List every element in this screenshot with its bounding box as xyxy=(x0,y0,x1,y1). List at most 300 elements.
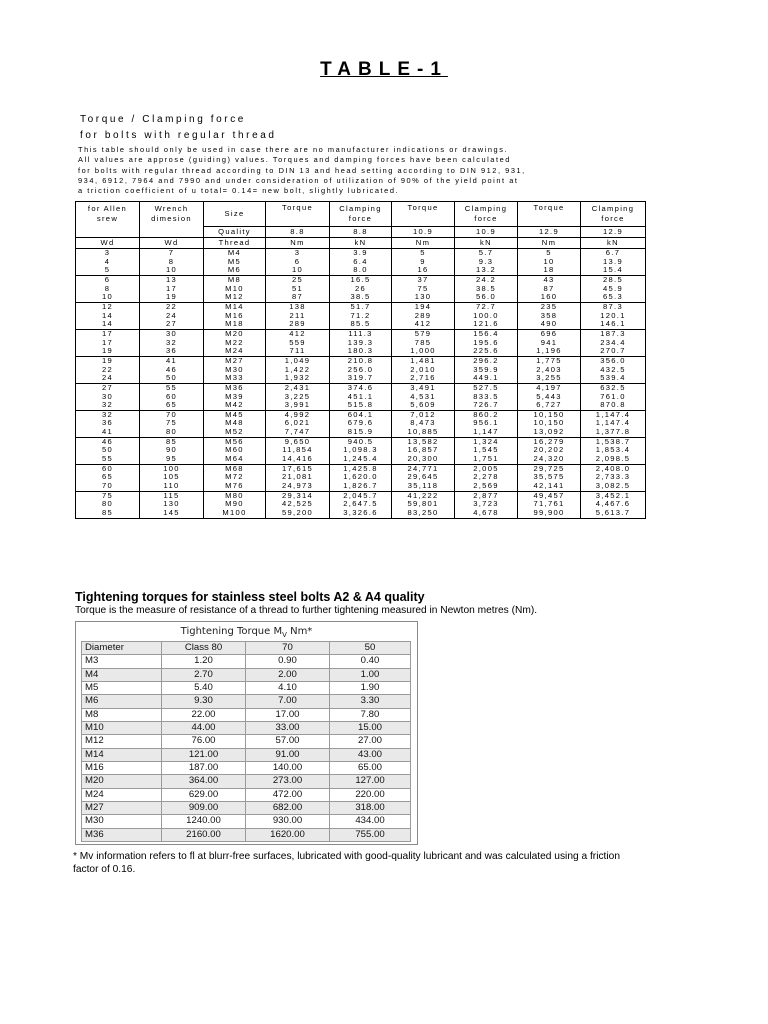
table-cell: 11,854 xyxy=(266,446,330,455)
subtitle-line-2: for bolts with regular thread xyxy=(80,130,277,141)
table-cell: 10 xyxy=(266,266,330,275)
table-cell: M20 xyxy=(82,775,162,788)
table-cell: 3 xyxy=(266,249,330,258)
header-unit: Nm xyxy=(518,238,581,249)
table-cell: 8 xyxy=(76,285,140,294)
table-cell: 1,422 xyxy=(266,366,330,375)
table-cell: 71.2 xyxy=(330,312,392,321)
table-cell: 1,324 xyxy=(455,437,518,446)
table-row xyxy=(76,339,646,348)
section-heading: Tightening torques for stainless steel bolts A2 & A4 quality xyxy=(75,590,425,604)
table-cell: 35,118 xyxy=(392,482,455,491)
table-row xyxy=(82,815,411,828)
table-cell: 10 xyxy=(140,266,204,275)
table-cell: 59,801 xyxy=(392,500,455,509)
table-cell: 42,141 xyxy=(518,482,581,491)
table-cell: 359.9 xyxy=(455,366,518,375)
table-cell: 1,000 xyxy=(392,347,455,356)
table-cell: 4,992 xyxy=(266,410,330,419)
table-cell: 8 xyxy=(140,258,204,267)
table-cell: 1,098.3 xyxy=(330,446,392,455)
title-unit: Nm* xyxy=(286,626,313,637)
table-row xyxy=(76,258,646,267)
table-row xyxy=(76,293,646,302)
table-row xyxy=(82,722,411,735)
table-cell: 36 xyxy=(76,419,140,428)
table-cell: 33.00 xyxy=(246,722,330,735)
table-cell: 14 xyxy=(76,312,140,321)
table-cell: 65 xyxy=(76,473,140,482)
header-unit: kN xyxy=(581,238,646,249)
table-cell: 2,716 xyxy=(392,374,455,383)
table-cell: 28.5 xyxy=(581,275,646,284)
table-cell: 51 xyxy=(266,285,330,294)
stainless-torque-table-image xyxy=(75,621,418,845)
table-cell: 1,049 xyxy=(266,356,330,365)
table-cell: 956.1 xyxy=(455,419,518,428)
table-cell: 726.7 xyxy=(455,401,518,410)
table-cell: 815.9 xyxy=(330,428,392,437)
table-cell: 49,457 xyxy=(518,491,581,500)
table-cell: 120.1 xyxy=(581,312,646,321)
table-cell: 1,147 xyxy=(455,428,518,437)
table-cell: 1,826.7 xyxy=(330,482,392,491)
table-cell: 432.5 xyxy=(581,366,646,375)
table-cell: 9.3 xyxy=(455,258,518,267)
table-cell: 24 xyxy=(140,312,204,321)
table-row xyxy=(82,708,411,721)
table-cell: 43 xyxy=(518,275,581,284)
table-row xyxy=(82,828,411,841)
table-cell: 2160.00 xyxy=(162,828,246,841)
table-cell: 17 xyxy=(76,329,140,338)
table-cell: 1,147.4 xyxy=(581,410,646,419)
table-cell: M36 xyxy=(82,828,162,841)
table-cell: 3,491 xyxy=(392,383,455,392)
table-cell: 3,082.5 xyxy=(581,482,646,491)
table-row xyxy=(76,401,646,410)
table-cell: 24 xyxy=(76,374,140,383)
table-cell: 1,751 xyxy=(455,455,518,464)
table-cell: 50 xyxy=(140,374,204,383)
table-cell: M14 xyxy=(204,302,266,311)
table-cell: 1,147.4 xyxy=(581,419,646,428)
table-cell: 6.7 xyxy=(581,249,646,258)
table-cell: 110 xyxy=(140,482,204,491)
table-cell: 85.5 xyxy=(330,320,392,329)
table-cell: 296.2 xyxy=(455,356,518,365)
table-cell: 9.30 xyxy=(162,695,246,708)
table-cell: 3 xyxy=(76,249,140,258)
table-cell: 75 xyxy=(140,419,204,428)
table-cell: 46 xyxy=(140,366,204,375)
table-cell: 2,010 xyxy=(392,366,455,375)
table-cell: 289 xyxy=(392,312,455,321)
table-cell: 527.5 xyxy=(455,383,518,392)
table-cell: 19 xyxy=(140,293,204,302)
table-cell: 5 xyxy=(518,249,581,258)
table-cell: M64 xyxy=(204,455,266,464)
table-row xyxy=(76,482,646,491)
table-row xyxy=(82,695,411,708)
table-cell: 72.7 xyxy=(455,302,518,311)
table-cell: 9 xyxy=(392,258,455,267)
table-cell: 87.3 xyxy=(581,302,646,311)
header-clamping: Clamping force xyxy=(455,202,518,227)
table-cell: 43.00 xyxy=(330,748,411,761)
header-quality-value: 8.8 xyxy=(266,227,330,238)
table-cell: 5 xyxy=(76,266,140,275)
table-row xyxy=(82,682,411,695)
table-cell: 41,222 xyxy=(392,491,455,500)
table-cell: 10,150 xyxy=(518,410,581,419)
table-cell: 71,761 xyxy=(518,500,581,509)
table-cell: 85 xyxy=(140,437,204,446)
table-cell: 9,650 xyxy=(266,437,330,446)
table-cell: M30 xyxy=(204,366,266,375)
table-cell: 5 xyxy=(392,249,455,258)
table-cell: 2,045.7 xyxy=(330,491,392,500)
table-cell: 319.7 xyxy=(330,374,392,383)
page-title: TABLE-1 xyxy=(320,59,448,80)
table-row xyxy=(76,446,646,455)
table-cell: 1,481 xyxy=(392,356,455,365)
table-cell: 13,582 xyxy=(392,437,455,446)
table-cell: 364.00 xyxy=(162,775,246,788)
table-cell: 145 xyxy=(140,509,204,518)
table-cell: 210.8 xyxy=(330,356,392,365)
table-cell: M18 xyxy=(204,320,266,329)
table-cell: 16,857 xyxy=(392,446,455,455)
table-cell: 2,408.0 xyxy=(581,464,646,473)
footnote: * Mv information refers to fl at blurr-free surfaces, lubricated with good-quality lubricant and was calculated using a friction factor of 0.16. xyxy=(73,851,620,875)
table-row xyxy=(82,655,411,668)
table-cell: M72 xyxy=(204,473,266,482)
table-row xyxy=(76,393,646,402)
table-cell: 18 xyxy=(518,266,581,275)
table-cell: 12 xyxy=(76,302,140,311)
table-cell: 2,278 xyxy=(455,473,518,482)
table-cell: M12 xyxy=(82,735,162,748)
table-cell: M30 xyxy=(82,815,162,828)
header-unit: Wd xyxy=(140,238,204,249)
table-row xyxy=(76,455,646,464)
section-description: Torque is the measure of resistance of a thread to further tightening measured in Newton metres (Nm). xyxy=(75,605,538,616)
table-row xyxy=(82,762,411,775)
table-cell: 2,647.5 xyxy=(330,500,392,509)
table-cell: 14,416 xyxy=(266,455,330,464)
column-header: Diameter xyxy=(82,642,162,655)
table-cell: 270.7 xyxy=(581,347,646,356)
table-cell: M16 xyxy=(204,312,266,321)
header-torque: Torque xyxy=(518,202,581,227)
notes-block xyxy=(78,145,526,196)
table-cell: 16.5 xyxy=(330,275,392,284)
stainless-table-title xyxy=(76,622,417,641)
header-torque: Torque xyxy=(266,202,330,227)
table-cell: 65.3 xyxy=(581,293,646,302)
table-cell: 5.40 xyxy=(162,682,246,695)
table-cell: 4 xyxy=(76,258,140,267)
table-cell: 38.5 xyxy=(330,293,392,302)
table-cell: 833.5 xyxy=(455,393,518,402)
table-row xyxy=(82,668,411,681)
table-cell: 761.0 xyxy=(581,393,646,402)
table-cell: M36 xyxy=(204,383,266,392)
table-cell: 14 xyxy=(76,320,140,329)
table-cell: 682.00 xyxy=(246,802,330,815)
table-cell: 2,877 xyxy=(455,491,518,500)
table-cell: 10,150 xyxy=(518,419,581,428)
table-cell: 256.0 xyxy=(330,366,392,375)
table-cell: 273.00 xyxy=(246,775,330,788)
header-unit: kN xyxy=(455,238,518,249)
table-cell: 940.5 xyxy=(330,437,392,446)
table-cell: 29,725 xyxy=(518,464,581,473)
table-cell: M12 xyxy=(204,293,266,302)
table-cell: 80 xyxy=(76,500,140,509)
table-cell: 318.00 xyxy=(330,802,411,815)
table-cell: 30 xyxy=(76,393,140,402)
table-cell: M20 xyxy=(204,329,266,338)
table-cell: M33 xyxy=(204,374,266,383)
table-cell: 235 xyxy=(518,302,581,311)
table-row xyxy=(76,428,646,437)
table-row xyxy=(82,735,411,748)
table-row xyxy=(76,312,646,321)
note-line: All values are approse (guiding) values. Torques and damping forces have been calculated xyxy=(78,155,511,165)
table-cell: 10,885 xyxy=(392,428,455,437)
table-cell: 100 xyxy=(140,464,204,473)
table-cell: 3,991 xyxy=(266,401,330,410)
table-cell: 579 xyxy=(392,329,455,338)
table-cell: 6 xyxy=(76,275,140,284)
title-text: Tightening Torque M xyxy=(180,626,283,637)
table-cell: 358 xyxy=(518,312,581,321)
table-cell: 909.00 xyxy=(162,802,246,815)
table-row xyxy=(76,500,646,509)
torque-table-body xyxy=(76,249,646,519)
table-cell: 180.3 xyxy=(330,347,392,356)
table-cell: 90 xyxy=(140,446,204,455)
table-cell: 19 xyxy=(76,356,140,365)
header-blank xyxy=(76,227,140,238)
table-cell: 515.8 xyxy=(330,401,392,410)
table-cell: 17.00 xyxy=(246,708,330,721)
table-cell: 3,255 xyxy=(518,374,581,383)
table-cell: 1,932 xyxy=(266,374,330,383)
table-row xyxy=(76,509,646,518)
table-cell: 44.00 xyxy=(162,722,246,735)
table-row xyxy=(76,410,646,419)
table-cell: 16 xyxy=(392,266,455,275)
table-cell: 56.0 xyxy=(455,293,518,302)
header-blank xyxy=(140,227,204,238)
table-cell: 412 xyxy=(266,329,330,338)
table-row xyxy=(76,347,646,356)
header-unit: Thread xyxy=(204,238,266,249)
table-cell: 15.00 xyxy=(330,722,411,735)
note-line: for bolts with regular thread according to DIN 13 and head setting according to DIN 912, 931, xyxy=(78,165,526,175)
table-cell: M8 xyxy=(82,708,162,721)
table-cell: 85 xyxy=(76,509,140,518)
table-cell: 50 xyxy=(76,446,140,455)
table-cell: 5,609 xyxy=(392,401,455,410)
table-cell: 195.6 xyxy=(455,339,518,348)
table-cell: 30 xyxy=(140,329,204,338)
table-cell: 99,900 xyxy=(518,509,581,518)
table-cell: 27 xyxy=(140,320,204,329)
table-cell: 130 xyxy=(140,500,204,509)
table-cell: 711 xyxy=(266,347,330,356)
note-line: This table should only be used in case there are no manufacturer indications or drawings. xyxy=(78,145,509,154)
table-cell: M39 xyxy=(204,393,266,402)
table-cell: 604.1 xyxy=(330,410,392,419)
table-cell: 20,202 xyxy=(518,446,581,455)
header-unit: Nm xyxy=(392,238,455,249)
table-cell: 27.00 xyxy=(330,735,411,748)
table-cell: 13.9 xyxy=(581,258,646,267)
table-cell: 2.00 xyxy=(246,668,330,681)
table-cell: 26 xyxy=(330,285,392,294)
table-cell: M6 xyxy=(204,266,266,275)
column-header: 50 xyxy=(330,642,411,655)
table-cell: 80 xyxy=(140,428,204,437)
header-torque: Torque xyxy=(392,202,455,227)
table-cell: 41 xyxy=(140,356,204,365)
table-row xyxy=(76,302,646,311)
table-cell: 234.4 xyxy=(581,339,646,348)
table-cell: 87 xyxy=(266,293,330,302)
table-cell: 2.70 xyxy=(162,668,246,681)
table-cell: M80 xyxy=(204,491,266,500)
table-cell: 1,620.0 xyxy=(330,473,392,482)
table-row xyxy=(82,802,411,815)
table-cell: 3.30 xyxy=(330,695,411,708)
table-cell: 3.9 xyxy=(330,249,392,258)
table-cell: 449.1 xyxy=(455,374,518,383)
table-cell: 19 xyxy=(76,347,140,356)
table-cell: 115 xyxy=(140,491,204,500)
table-cell: 0.90 xyxy=(246,655,330,668)
table-cell: 187.00 xyxy=(162,762,246,775)
table-cell: 679.6 xyxy=(330,419,392,428)
table-cell: 24,973 xyxy=(266,482,330,491)
table-cell: M42 xyxy=(204,401,266,410)
table-cell: 451.1 xyxy=(330,393,392,402)
table-cell: 140.00 xyxy=(246,762,330,775)
table-cell: 100.0 xyxy=(455,312,518,321)
table-cell: 13,092 xyxy=(518,428,581,437)
table-cell: 13 xyxy=(140,275,204,284)
table-cell: 45.9 xyxy=(581,285,646,294)
table-cell: 146.1 xyxy=(581,320,646,329)
header-size: Size xyxy=(204,202,266,227)
table-row xyxy=(76,419,646,428)
header-unit: Wd xyxy=(76,238,140,249)
table-cell: 55 xyxy=(140,383,204,392)
table-cell: 220.00 xyxy=(330,788,411,801)
header-quality-value: 12.9 xyxy=(581,227,646,238)
table-cell: 91.00 xyxy=(246,748,330,761)
table-cell: 13.2 xyxy=(455,266,518,275)
table-cell: 2,733.3 xyxy=(581,473,646,482)
table-cell: M3 xyxy=(82,655,162,668)
table-cell: 374.6 xyxy=(330,383,392,392)
table-cell: 5,613.7 xyxy=(581,509,646,518)
table-row xyxy=(76,266,646,275)
table-cell: 211 xyxy=(266,312,330,321)
table-cell: 51.7 xyxy=(330,302,392,311)
table-cell: M27 xyxy=(82,802,162,815)
table-cell: 17 xyxy=(76,339,140,348)
table-cell: 1.90 xyxy=(330,682,411,695)
table-cell: 32 xyxy=(76,401,140,410)
table-cell: 130 xyxy=(392,293,455,302)
table-cell: 42,525 xyxy=(266,500,330,509)
table-cell: M24 xyxy=(204,347,266,356)
table-cell: M76 xyxy=(204,482,266,491)
table-cell: 65.00 xyxy=(330,762,411,775)
table-cell: M4 xyxy=(204,249,266,258)
table-row xyxy=(76,285,646,294)
table-cell: 20,300 xyxy=(392,455,455,464)
subtitle-line-1: Torque / Clamping force xyxy=(80,114,246,125)
table-cell: 16,279 xyxy=(518,437,581,446)
table-cell: 2,005 xyxy=(455,464,518,473)
table-cell: 6.4 xyxy=(330,258,392,267)
table-cell: 434.00 xyxy=(330,815,411,828)
table-cell: 35,575 xyxy=(518,473,581,482)
table-cell: 21,081 xyxy=(266,473,330,482)
table-cell: M24 xyxy=(82,788,162,801)
table-cell: 490 xyxy=(518,320,581,329)
table-cell: 194 xyxy=(392,302,455,311)
table-cell: 696 xyxy=(518,329,581,338)
table-cell: 5,443 xyxy=(518,393,581,402)
table-cell: 105 xyxy=(140,473,204,482)
table-cell: 7.00 xyxy=(246,695,330,708)
table-cell: 2,403 xyxy=(518,366,581,375)
header-for-allen: for Allen srew xyxy=(76,202,140,227)
table-cell: 4,467.6 xyxy=(581,500,646,509)
table-cell: 7.80 xyxy=(330,708,411,721)
table-cell: 1,196 xyxy=(518,347,581,356)
table-cell: M16 xyxy=(82,762,162,775)
table-cell: 32 xyxy=(140,339,204,348)
table-cell: 539.4 xyxy=(581,374,646,383)
table-cell: 755.00 xyxy=(330,828,411,841)
table-cell: 127.00 xyxy=(330,775,411,788)
table-cell: 70 xyxy=(76,482,140,491)
table-row xyxy=(76,366,646,375)
table-cell: 29,645 xyxy=(392,473,455,482)
table-cell: 60 xyxy=(76,464,140,473)
table-cell: 785 xyxy=(392,339,455,348)
table-row xyxy=(76,383,646,392)
table-cell: 38.5 xyxy=(455,285,518,294)
table-cell: M8 xyxy=(204,275,266,284)
table-cell: 1,538.7 xyxy=(581,437,646,446)
table-row xyxy=(82,775,411,788)
table-cell: 7,012 xyxy=(392,410,455,419)
header-unit: Nm xyxy=(266,238,330,249)
table-cell: 1240.00 xyxy=(162,815,246,828)
table-cell: 1,245.4 xyxy=(330,455,392,464)
table-row xyxy=(76,320,646,329)
table-cell: 6,727 xyxy=(518,401,581,410)
table-cell: 7,747 xyxy=(266,428,330,437)
